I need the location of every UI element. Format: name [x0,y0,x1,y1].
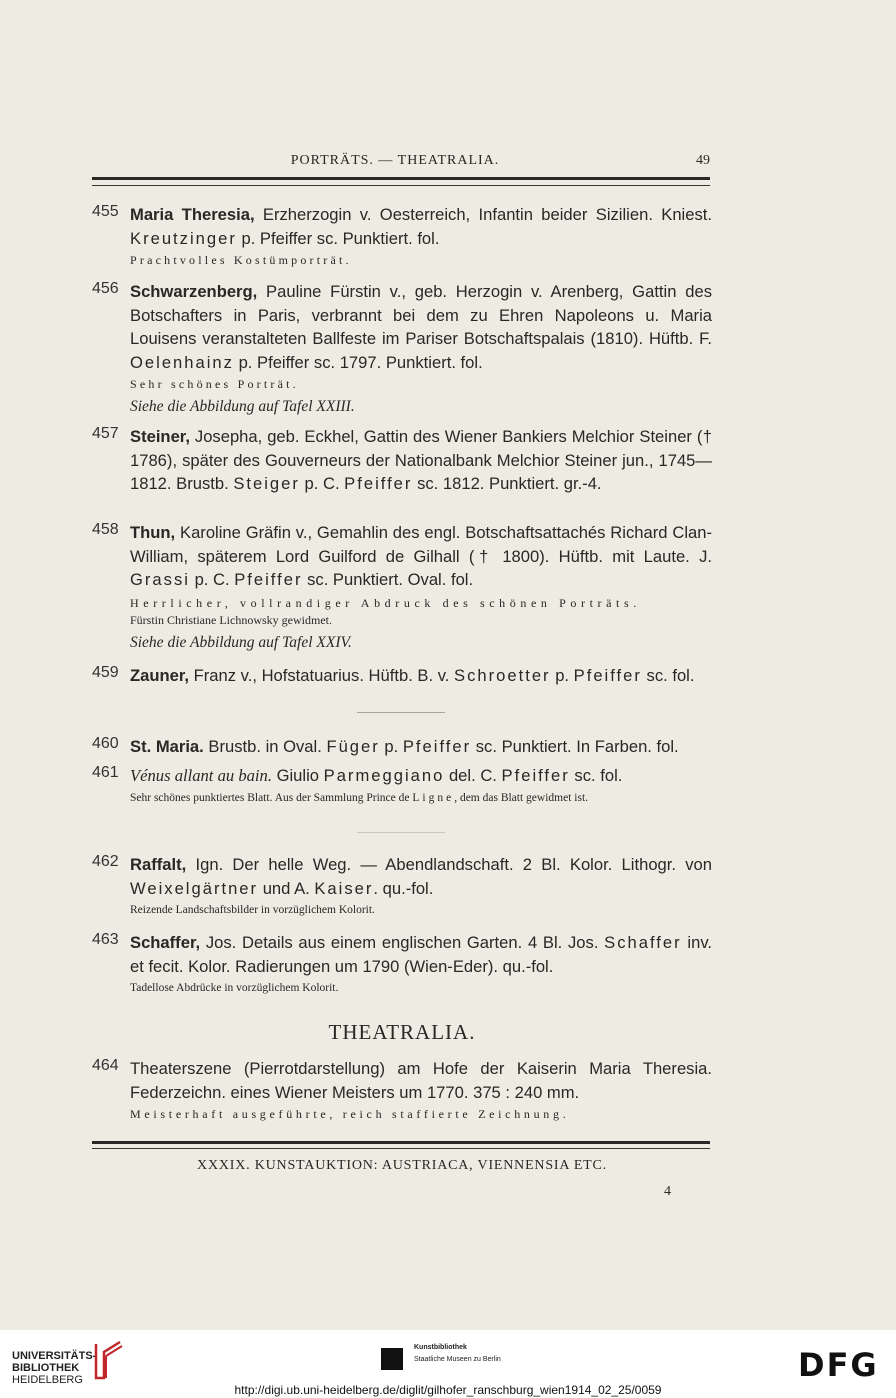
entry-463 [92,931,712,997]
header-rule-thin [92,185,710,186]
header-rule [92,177,710,180]
ub-heidelberg-label: UNIVERSITÄTS- BIBLIOTHEK HEIDELBERG [12,1350,97,1386]
source-url[interactable]: http://digi.ub.uni-heidelberg.de/diglit/gilhofer_ranschburg_wien1914_02_25/0059 [234,1383,662,1397]
kunstbibliothek-logo-icon [381,1348,403,1370]
entry-name: Maria Theresia, [130,205,255,224]
entry-number: 457 [92,425,119,442]
entry-464 [92,1057,712,1123]
entry-title: Vénus allant au bain. [130,766,272,785]
running-header: PORTRÄTS. — THEATRALIA. [290,153,500,168]
entry-459 [92,664,712,688]
entry-note: Prachtvolles Kostümporträt. [130,253,352,267]
entry-456 [92,280,712,418]
footer-rule [92,1141,710,1144]
entry-note: Herrlicher, vollrandiger Abdruck des schönen Porträts. [130,595,641,610]
catalog-footer: XXXIX. KUNSTAUKTION: AUSTRIACA, VIENNENSIA ETC. [197,1158,607,1173]
entry-text: Schwarzenberg, Pauline Fürstin v., geb. Herzogin v. Arenberg, Gattin des Botschafters in Paris, verbrannt bei dem zu Ehren Napoleons u. Maria Louisens veranstalteten Ballfeste im Pariser Botschaftspalais (1810). Hüftb. F. Oelenhainz p. Pfeiffer sc. 1797. Punktiert. fol. [130,282,712,372]
entry-name: Steiner, [130,427,190,446]
entry-note: Tadellose Abdrücke in vorzüglichem Kolorit. [130,982,339,994]
entry-note: Sehr schönes punktiertes Blatt. Aus der Sammlung Prince de Ligne, dem das Blatt gewidmet ist. [130,791,589,804]
entry-name: Zauner, [130,666,190,685]
entry-text: Thun, Karoline Gräfin v., Gemahlin des engl. Botschaftsattachés Richard Clan-William, späterem Lord Guilford de Gilhall († 1800). Hüftb. mit Laute. J. Grassi p. C. Pfeiffer sc. Punktiert. Oval. fol. [130,523,712,589]
entry-text: Vénus allant au bain. Giulio Parmeggiano del. C. Pfeiffer sc. fol. [130,766,623,785]
library-footer-bar [0,1330,896,1398]
dfg-logo: DFG [798,1346,879,1384]
entry-text: Raffalt, Ign. Der helle Weg. — Abendlandschaft. 2 Bl. Kolor. Lithogr. von Weixelgärtner und A. Kaiser. qu.-fol. [130,855,712,898]
entry-462 [92,853,712,919]
entry-text: Theaterszene (Pierrotdarstellung) am Hofe der Kaiserin Maria Theresia. Federzeichn. eines Wiener Meisters um 1770. 375 : 240 mm. [130,1059,712,1102]
entry-name: St. Maria. [130,737,204,756]
entry-461 [92,764,712,807]
entry-455 [92,203,712,269]
entry-number: 456 [92,280,119,297]
entry-note-dedication: Fürstin Christiane Lichnowsky gewidmet. [130,612,332,627]
ub-heidelberg-logo-icon [92,1338,126,1380]
entry-460 [92,735,712,759]
page-number: 49 [696,153,710,168]
entry-text: Maria Theresia, Erzherzogin v. Oesterreich, Infantin beider Sizilien. Kniest. Kreutzinger p. Pfeiffer sc. Punktiert. fol. [130,205,712,248]
entry-number: 455 [92,203,119,220]
entry-number: 458 [92,521,119,538]
entry-number: 462 [92,853,119,870]
entry-number: 464 [92,1057,119,1074]
entry-name: Schaffer, [130,933,201,952]
entry-number: 459 [92,664,119,681]
entry-text: Steiner, Josepha, geb. Eckhel, Gattin des Wiener Bankiers Melchior Steiner († 1786), später des Gouverneurs der Nationalbank Melchior Steiner jun., 1745—1812. Brustb. Steiger p. C. Pfeiffer sc. 1812. Punktiert. gr.-4. [130,427,712,493]
entry-name: Schwarzenberg, [130,282,258,301]
entry-457 [92,425,712,496]
section-title-theatralia: THEATRALIA. [328,1020,476,1044]
kunstbibliothek-label: Kunstbibliothek Staatliche Museen zu Berlin [414,1344,501,1363]
entry-number: 461 [92,764,119,781]
entry-text: St. Maria. Brustb. in Oval. Füger p. Pfeiffer sc. Punktiert. In Farben. fol. [130,737,679,756]
section-separator [357,832,445,833]
entry-number: 463 [92,931,119,948]
entry-458 [92,521,712,654]
footer-rule-thin [92,1148,710,1149]
entry-note: Reizende Landschaftsbilder in vorzüglichem Kolorit. [130,904,375,916]
entry-note: Sehr schönes Porträt. [130,377,299,391]
signature-mark: 4 [664,1184,671,1199]
entry-name: Raffalt, [130,855,187,874]
section-separator [357,712,445,713]
entry-text: Schaffer, Jos. Details aus einem englischen Garten. 4 Bl. Jos. Schaffer inv. et fecit. Kolor. Radierungen um 1790 (Wien-Eder). qu.-fol. [130,933,712,976]
entry-name: Thun, [130,523,176,542]
entry-number: 460 [92,735,119,752]
plate-reference: Siehe die Abbildung auf Tafel XXIII. [130,398,355,415]
plate-reference: Siehe die Abbildung auf Tafel XXIV. [130,633,352,651]
entry-text: Zauner, Franz v., Hofstatuarius. Hüftb. B. v. Schroetter p. Pfeiffer sc. fol. [130,666,695,685]
entry-note: Meisterhaft ausgeführte, reich staffierte Zeichnung. [130,1107,570,1121]
